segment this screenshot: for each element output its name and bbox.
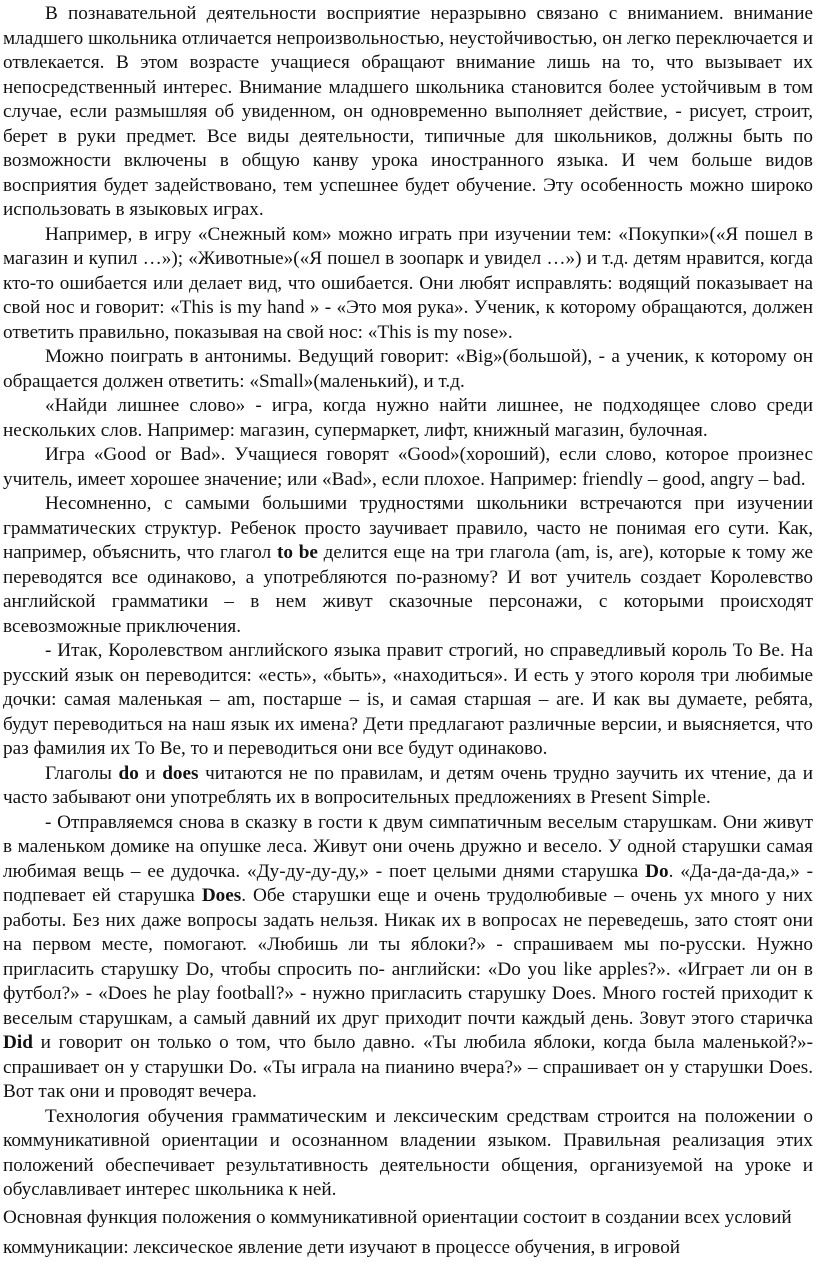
text-segment: и [138,762,163,784]
paragraph-good-or-bad [3,443,813,492]
text-segment: читаются не по правилам, и детям очень трудно заучить их чтение, да и часто забывают они употреблять их в вопросительных предложениях в Present Simple. [3,762,813,808]
text-segment: и говорит он только о том, что было давно. «Ты любила яблоки, когда была маленькой?»- спрашивает он у старушки Do. «Ты играла на пианино вчера?» – спрашивает он у старушки Does. Вот так они и проводят вечера. [3,1032,813,1102]
bold-term: to be [276,542,318,563]
text-segment: . «Да-да-да-да,» - подпевает ей старушка [3,860,813,906]
text-segment: Основная функция положения о коммуникативной ориентации состоит в создании всех условий коммуникации: лексическое явление дети изучают в процессе обучения, в игровой [3,1206,792,1258]
paragraph-old-ladies-story [3,811,813,1105]
paragraph-odd-word [3,394,813,443]
text-segment: - Отправляемся снова в сказку в гости к двум симпатичным веселым старушкам. Они живут в маленьком домике на опушке леса. Живут они очень дружно и весело. У одной старушки самая любимая вещь – ее дудочка. «Ду-ду-ду-ду,» - поет целыми днями старушка [3,811,813,882]
text-segment: Например, в игру «Снежный ком» можно играть при изучении тем: «Покупки»(«Я пошел в магазин и купил …»); «Животные»(«Я пошел в зоопарк и увидел …») и т.д. детям нравится, когда кто-то ошибается или делает вид, что ошибается. Они любят исправлять: водящий показывает на свой нос и говорит: «This is my hand » - «Это моя рука». Ученик, к которому обращаются, должен ответить правильно, показывая на свой нос: «This is my nose». [3,223,813,343]
text-segment: В познавательной деятельности восприятие неразрывно связано с вниманием. внимание младшего школьника отличается непроизвольностью, неустойчивостью, он легко переключается и отвлекается. В этом возрасте учащиеся обращают внимание лишь на то, что вызывает их непосредственный интерес. Внимание младшего школьника становится более устойчивым в том случае, если размышляя об увиденном, он одновременно выполняет действие, - рисует, строит, берет в руки предмет. Все виды деятельности, типичные для школьников, должны быть по возможности включены в общую канву урока иностранного языка. И чем больше видов восприятия будет задействовано, тем успешнее будет обучение. Эту особенность можно широко использовать в языковых играх. [3,3,813,220]
text-segment: . Обе старушки еще и очень трудолюбивые – очень ух много у них работы. Без них даже вопросы задать нельзя. Никак их в вопросах не переведешь, зато стоят они на первом месте, помогают. «Любишь ли ты яблоки?» - спрашиваем мы по-русски. Нужно пригласить старушку Do, чтобы спросить по- английски: «Do you like apples?». «Играет ли он в футбол?» - «Does he play football?» - нужно пригласить старушку Does. Много гостей приходит к веселым старушкам, а самый давний их друг приходит почти каждый день. Зовут этого старичка [3,885,813,1029]
bold-term: Does [201,885,242,906]
paragraph-attention [3,2,813,223]
bold-term: Did [3,1032,33,1053]
paragraph-grammar-structures [3,492,813,639]
bold-term: Do [645,860,669,882]
paragraph-technology [3,1105,813,1203]
text-segment: Можно поиграть в антонимы. Ведущий говорит: «Big»(большой), - а ученик, к которому он обращается должен ответить: «Small»(маленький), и т.д. [3,346,813,392]
paragraph-king-to-be [3,639,813,762]
paragraph-main-function [3,1203,813,1263]
bold-term: do [118,762,139,784]
text-segment: «Найди лишнее слово» - игра, когда нужно найти лишнее, не подходящее слово среди нескольких слов. Например: магазин, супермаркет, лифт, книжный магазин, булочная. [3,395,813,441]
text-segment: делится еще на три глагола (am, is, are), которые к тому же переводятся все одинаково, а употребляются по-разному? И вот учитель создает Королевство английской грамматики – в нем живут сказочные персонажи, с которыми происходят всевозможные приключения. [3,542,814,637]
text-segment: Несомненно, с самыми большими трудностями школьники встречаются при изучении грамматических структур. Ребенок просто заучивает правило, часто не понимая его сути. Как, например, объяснить, что глагол [3,493,813,563]
text-segment: Игра «Good or Bad». Учащиеся говорят «Good»(хороший), если слово, которое произнес учитель, имеет хорошее значение; или «Bad», если плохое. Например: friendly – good, angry – bad. [3,444,813,490]
paragraph-antonyms [3,345,813,394]
paragraph-snowball-game [3,223,813,346]
text-segment: Технология обучения грамматическим и лексическим средствам строится на положении о коммуникативной ориентации и осознанном владении языком. Правильная реализация этих положений обеспечивает результативность деятельности общения, организуемой на уроке и обуславливает интерес школьника к ней. [3,1105,813,1200]
bold-term: does [162,762,199,784]
text-segment: - Итак, Королевством английского языка правит строгий, но справедливый король To Be. На русский язык он переводится: «есть», «быть», «находиться». И есть у этого короля три любимые дочки: самая маленькая – am, постарше – is, и самая старшая – are. И как вы думаете, ребята, будут переводиться на наш язык их имена? Дети предлагают различные версии, и выясняется, что раз фамилия их To Be, то и переводиться они все будут одинаково. [3,640,813,759]
paragraph-do-does [3,762,813,811]
text-segment: Глаголы [45,762,119,784]
